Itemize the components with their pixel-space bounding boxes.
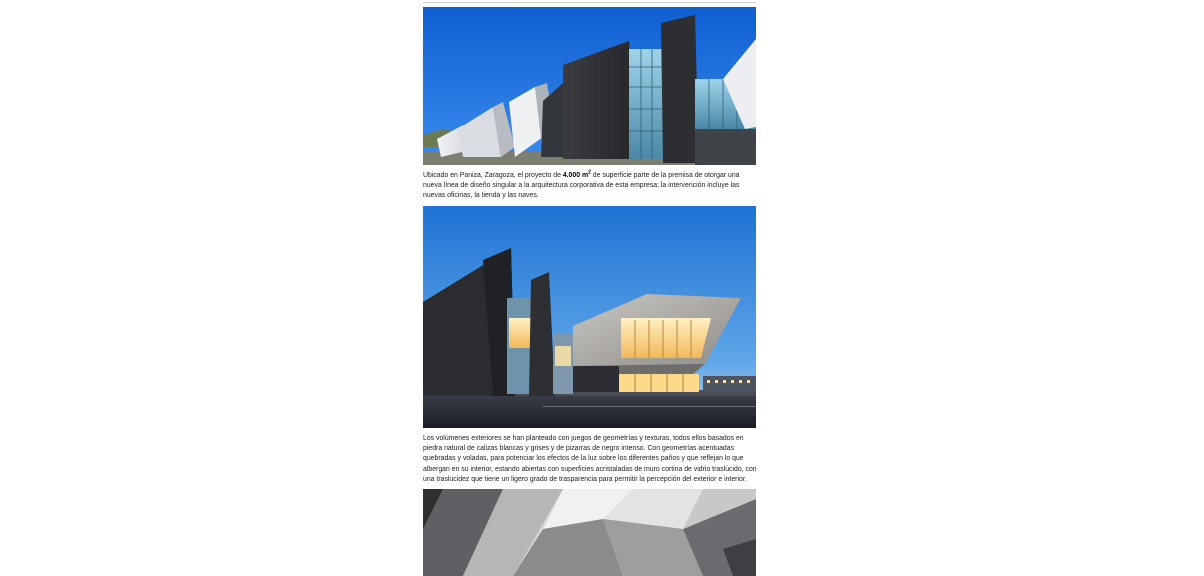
photo-facade-day: [423, 7, 756, 165]
area-figure: [562, 169, 591, 179]
top-divider: [423, 2, 756, 3]
area-value: 4.000 m: [562, 172, 589, 179]
intro-paragraph: [423, 171, 759, 202]
intro-text-after: de superficie parte de la premisa de otorgar una nueva línea de diseño singular a la arquitectura corporativa de esta empresa; la intervención incluye las nuevas oficinas, la tienda y las naves.: [423, 172, 740, 200]
intro-text-before: Ubicado en Paniza, Zaragoza, el proyecto de: [423, 172, 563, 179]
photo-interior-ceiling: [423, 489, 756, 576]
exterior-paragraph: Los volúmenes exteriores se han planteado con juegos de geometrías y texturas, todos ellos basados en piedra natural de calizas blancas y grises y de pizarras de negro intenso. Con geometrías acentuadas quebradas y voladas, para potenciar los efectos de la luz sobre los diferentes paños y que reflejan lo que albergan en su interior, estando abiertas con superficies acristaladas de muro cortina de vidrio traslúcido, con una traslucidez que tiene un ligero grado de trasparencia para permitir la percepción del exterior e interior.: [423, 435, 757, 483]
area-superscript: 2: [588, 169, 591, 176]
photo-facade-dusk: [423, 206, 756, 428]
